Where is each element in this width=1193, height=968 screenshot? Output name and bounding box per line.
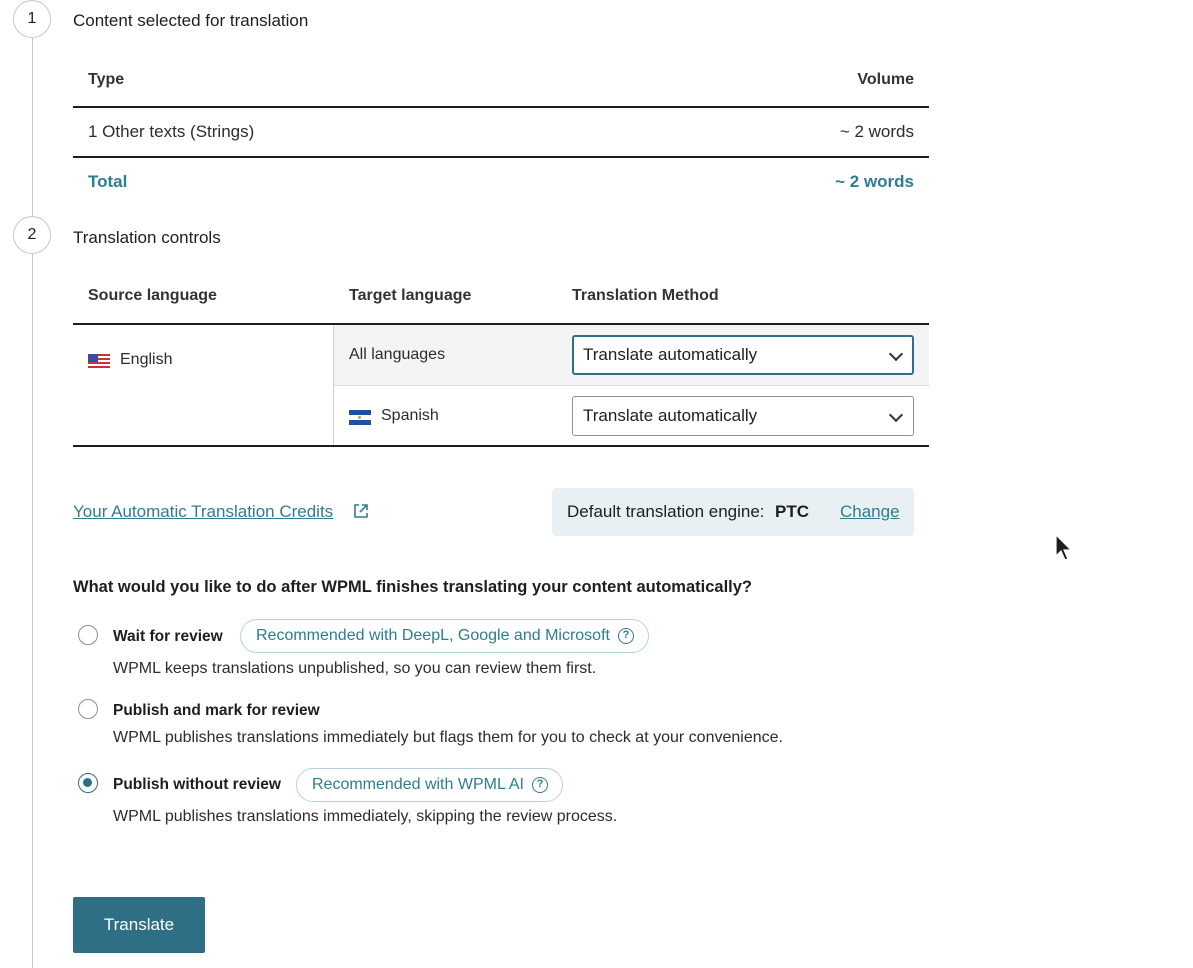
- recommended-wpml-ai-badge: [296, 768, 563, 802]
- row-divider: [334, 385, 929, 386]
- publish-and-mark-label[interactable]: Publish and mark for review: [113, 702, 320, 719]
- total-value: ~ 2 words: [835, 172, 914, 191]
- credits-link-label: Your Automatic Translation Credits: [73, 502, 334, 521]
- volume-header: Volume: [857, 71, 914, 88]
- step-1-title: Content selected for translation: [73, 11, 309, 30]
- change-engine-link[interactable]: Change: [840, 502, 900, 521]
- method-select-all-languages[interactable]: [572, 335, 914, 375]
- chevron-down-icon: [889, 347, 903, 361]
- translation-method-header: Translation Method: [572, 287, 719, 304]
- target-all-languages: All languages: [349, 346, 446, 363]
- external-link-icon[interactable]: [353, 503, 369, 519]
- wait-for-review-description: WPML keeps translations unpublished, so you can review them first.: [113, 660, 597, 677]
- recommended-deepl-badge: [240, 619, 649, 653]
- publish-without-review-description: WPML publishes translations immediately, skipping the review process.: [113, 808, 618, 825]
- source-language-header: Source language: [88, 287, 217, 304]
- steps-connector-line: [32, 38, 33, 968]
- method-select-value: Translate automatically: [583, 345, 758, 364]
- table-header-divider: [73, 106, 929, 108]
- publish-without-review-radio[interactable]: [78, 773, 98, 793]
- publish-and-mark-radio[interactable]: [78, 699, 98, 719]
- wait-for-review-label[interactable]: Wait for review: [113, 628, 223, 645]
- us-flag-icon: [88, 354, 110, 369]
- content-row-type: 1 Other texts (Strings): [88, 122, 255, 141]
- post-translation-question: What would you like to do after WPML finishes translating your content automatically?: [73, 578, 753, 596]
- translate-button[interactable]: Translate: [73, 897, 205, 953]
- controls-bottom-divider: [73, 445, 929, 447]
- type-header: Type: [88, 71, 125, 88]
- badge-text: Recommended with DeepL, Google and Microsoft: [256, 627, 610, 644]
- wait-for-review-radio[interactable]: [78, 625, 98, 645]
- publish-and-mark-description: WPML publishes translations immediately but flags them for you to check at your convenience.: [113, 729, 783, 746]
- step-2-title: Translation controls: [73, 228, 221, 247]
- badge-text: Recommended with WPML AI: [312, 776, 524, 793]
- method-select-value: Translate automatically: [583, 406, 758, 425]
- engine-label: Default translation engine:: [567, 502, 765, 521]
- table-total-divider: [73, 156, 929, 158]
- chevron-down-icon: [889, 408, 903, 422]
- help-icon[interactable]: ?: [532, 777, 548, 793]
- target-spanish: Spanish: [381, 407, 439, 424]
- step-1-badge: 1: [13, 0, 51, 38]
- mouse-cursor-icon: [1055, 534, 1073, 562]
- target-language-header: Target language: [349, 287, 472, 304]
- automatic-translation-credits-link[interactable]: [73, 502, 333, 522]
- help-icon[interactable]: ?: [618, 628, 634, 644]
- content-row-volume: ~ 2 words: [839, 122, 914, 141]
- engine-value: PTC: [775, 502, 809, 521]
- total-label: Total: [88, 172, 128, 191]
- publish-without-review-label[interactable]: Publish without review: [113, 776, 281, 793]
- sv-flag-icon: [349, 410, 371, 425]
- default-engine-panel: [552, 488, 914, 536]
- method-select-spanish[interactable]: [572, 396, 914, 436]
- step-2-badge: 2: [13, 216, 51, 254]
- source-language-name: English: [120, 351, 173, 368]
